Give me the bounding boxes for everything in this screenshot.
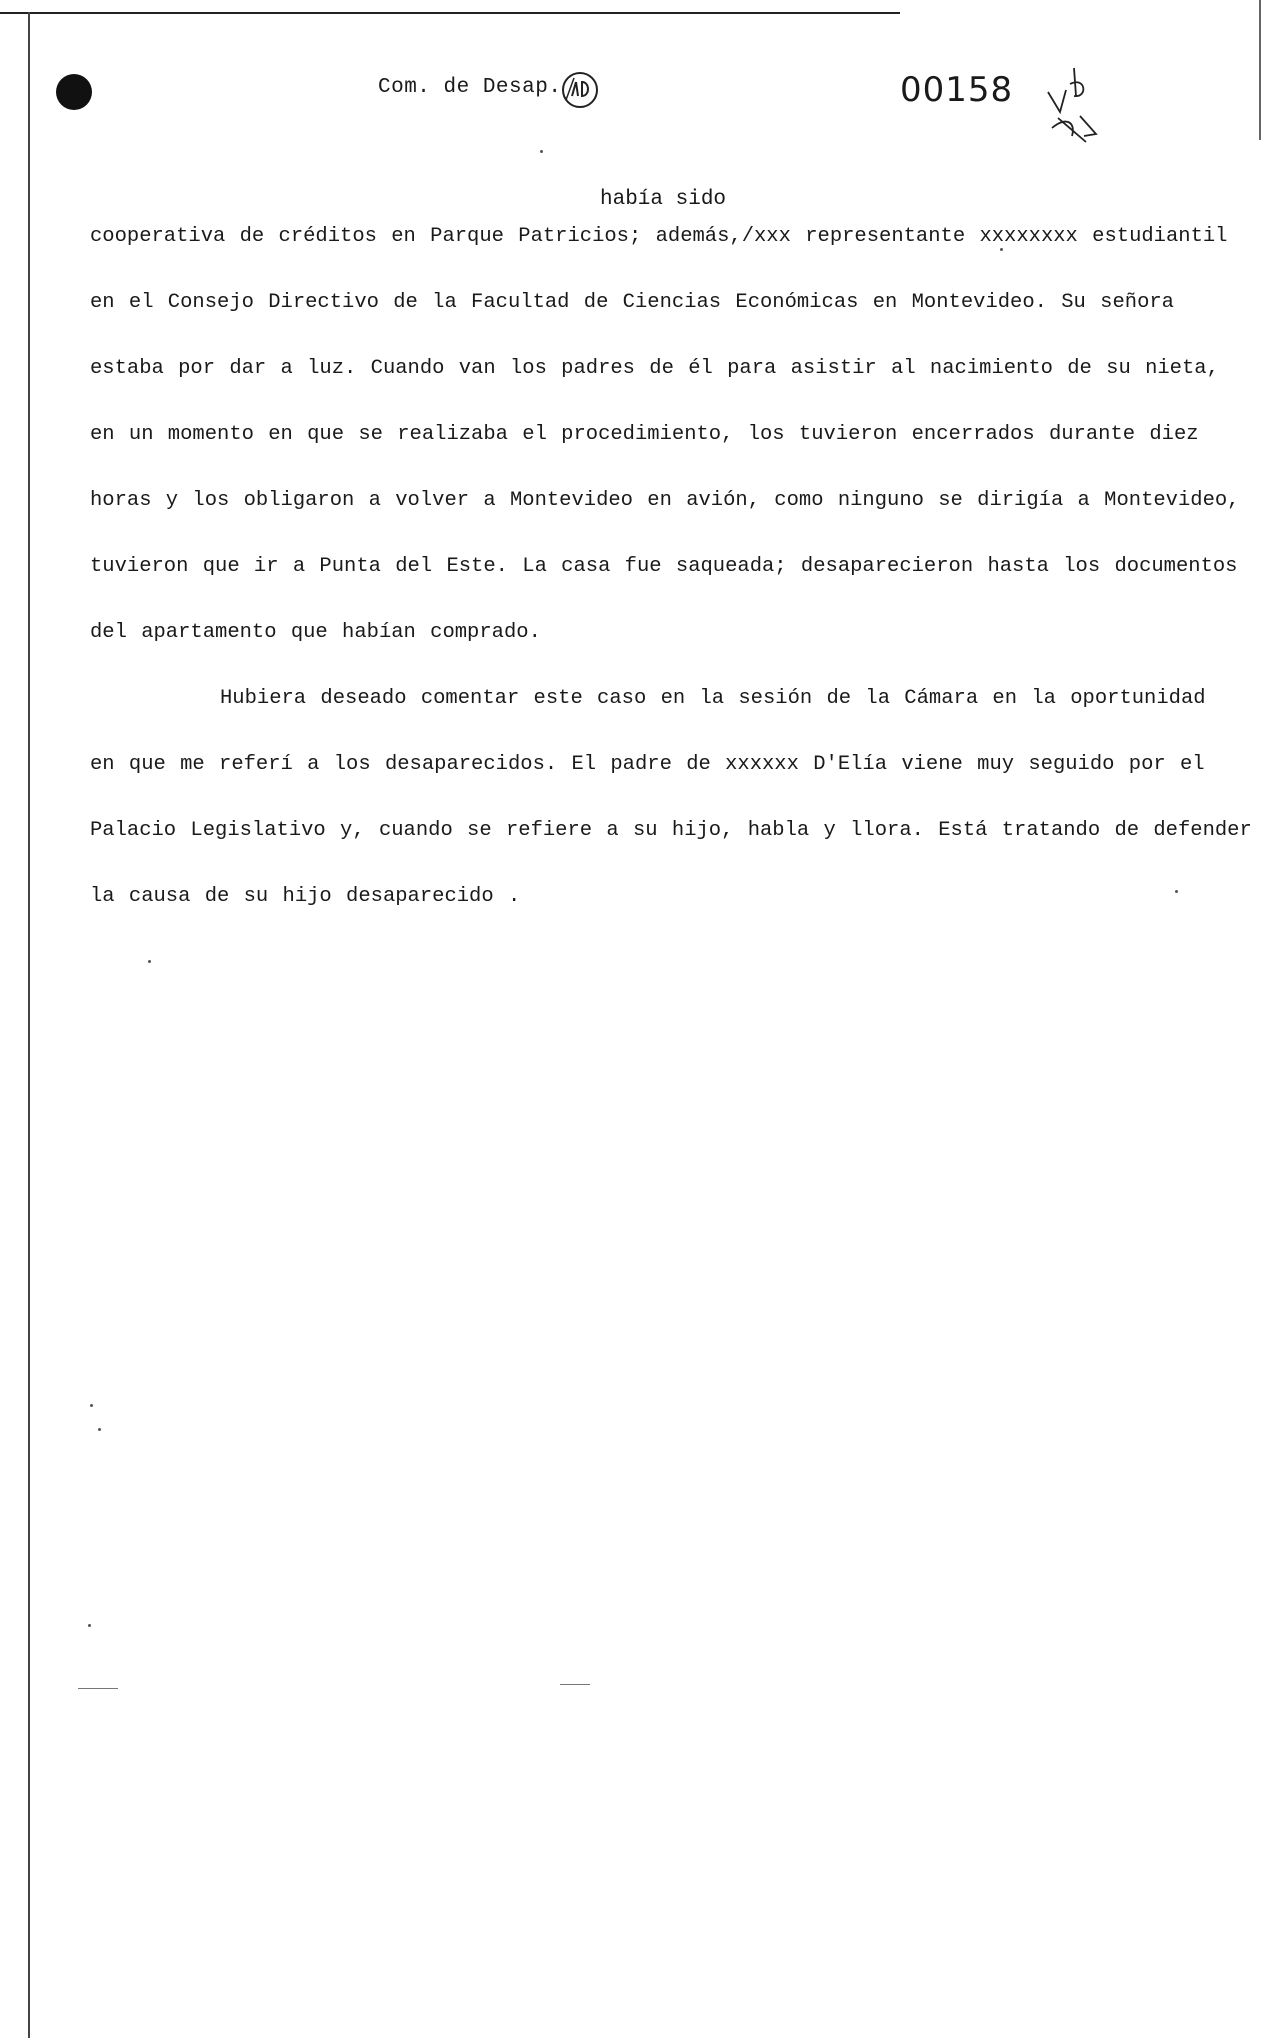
page-border-top [0, 12, 900, 14]
document-body [90, 225, 1252, 951]
scan-speck [1175, 890, 1178, 893]
body-line-2: en el Consejo Directivo de la Facultad de Ciencias Económicas en Montevideo. Su señora [90, 291, 1174, 314]
body-line-8: Hubiera deseado comentar este caso en la sesión de la Cámara en la oportunidad [220, 687, 1206, 710]
scan-speck [148, 960, 151, 963]
body-line-7: del apartamento que habían comprado. [90, 621, 541, 644]
interlinear-insertion: había sido [600, 188, 727, 211]
page-border-left [28, 12, 30, 2038]
punch-hole [56, 74, 92, 110]
body-line-4: en un momento en que se realizaba el procedimiento, los tuvieron encerrados durante diez [90, 423, 1199, 446]
scan-speck [540, 150, 543, 153]
handwritten-folio-mark-icon [1046, 62, 1106, 152]
body-line-3: estaba por dar a luz. Cuando van los padres de él para asistir al nacimiento de su nieta, [90, 357, 1219, 380]
scan-artifact [560, 1684, 590, 1685]
committee-header: Com. de Desap. [378, 76, 562, 99]
scan-speck [1000, 248, 1003, 251]
body-line-10: Palacio Legislativo y, cuando se refiere a su hijo, habla y llora. Está tratando de defender [90, 819, 1252, 842]
body-line-9: en que me referí a los desaparecidos. El padre de xxxxxx D'Elía viene muy seguido por el [90, 753, 1205, 776]
scan-artifact [78, 1688, 118, 1689]
body-line-6: tuvieron que ir a Punta del Este. La casa fue saqueada; desaparecieron hasta los documentos [90, 555, 1238, 578]
seal-stamp-icon [560, 70, 600, 110]
body-line-5: horas y los obligaron a volver a Montevideo en avión, como ninguno se dirigía a Montevideo, [90, 489, 1240, 512]
folio-number: 00158 [900, 70, 1014, 110]
body-line-11: la causa de su hijo desaparecido . [90, 885, 521, 908]
scan-speck [88, 1624, 91, 1627]
scan-speck [90, 1404, 93, 1407]
page-border-right [1259, 0, 1261, 140]
scan-speck [98, 1428, 101, 1431]
body-line-1: cooperativa de créditos en Parque Patricios; además,/xxx representante xxxxxxxx estudiantil [90, 225, 1228, 248]
